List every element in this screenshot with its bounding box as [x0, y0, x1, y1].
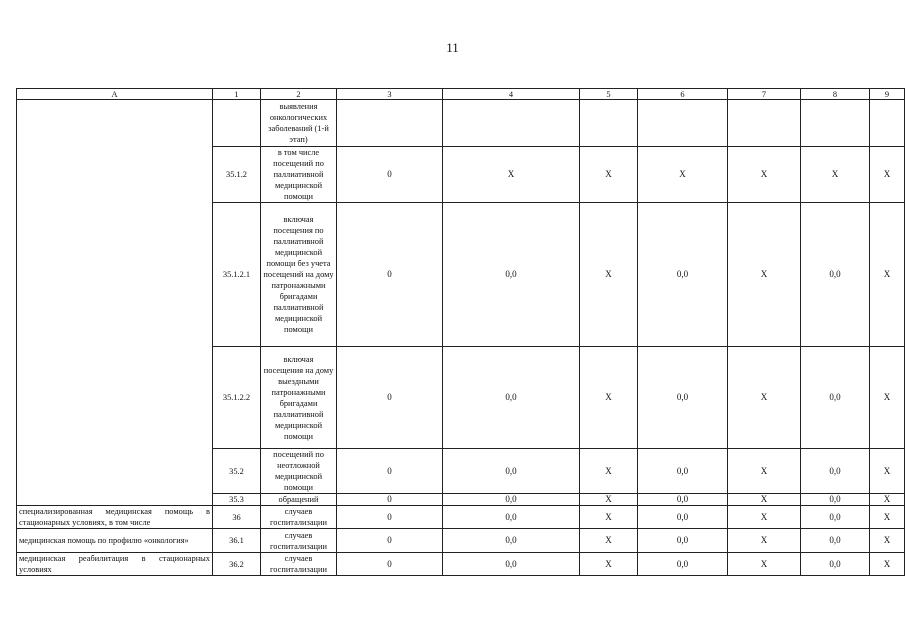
header-cell-2: 2 — [261, 89, 337, 100]
header-cell-6: 6 — [638, 89, 728, 100]
value-cell-8: X — [801, 147, 870, 203]
value-cell-3: 0 — [337, 494, 443, 506]
value-cell-9: X — [870, 203, 905, 347]
row-label-cell — [17, 100, 213, 506]
row-label: медицинская помощь по профилю «онкология» — [19, 536, 189, 545]
header-cell-3: 3 — [337, 89, 443, 100]
row-name: обращений — [261, 494, 337, 506]
value-cell-4: 0,0 — [443, 347, 580, 449]
value-cell-5: X — [580, 147, 638, 203]
value-cell-5: X — [580, 347, 638, 449]
row-name: выявления онкологических заболеваний (1-й этап) — [261, 100, 337, 147]
value-cell-7: X — [728, 449, 801, 494]
value-cell-3 — [337, 100, 443, 147]
header-cell-9: 9 — [870, 89, 905, 100]
value-cell-9: X — [870, 529, 905, 553]
value-cell-6: 0,0 — [638, 347, 728, 449]
page-number: 11 — [446, 40, 459, 55]
value-cell-4: 0,0 — [443, 494, 580, 506]
value-cell-7: X — [728, 529, 801, 553]
value-cell-6: 0,0 — [638, 449, 728, 494]
value-cell-3: 0 — [337, 449, 443, 494]
row-label-cell — [17, 529, 213, 553]
row-code: 35.3 — [213, 494, 261, 506]
value-cell-9: X — [870, 147, 905, 203]
value-cell-6: X — [638, 147, 728, 203]
value-cell-8: 0,0 — [801, 347, 870, 449]
row-name: случаев госпитализации — [261, 553, 337, 576]
value-cell-5: X — [580, 506, 638, 529]
value-cell-3: 0 — [337, 347, 443, 449]
value-cell-8: 0,0 — [801, 449, 870, 494]
row-code: 36 — [213, 506, 261, 529]
value-cell-5: X — [580, 553, 638, 576]
value-cell-6: 0,0 — [638, 506, 728, 529]
value-cell-5 — [580, 100, 638, 147]
header-cell-8: 8 — [801, 89, 870, 100]
value-cell-7: X — [728, 147, 801, 203]
value-cell-7: X — [728, 553, 801, 576]
value-cell-6: 0,0 — [638, 203, 728, 347]
value-cell-6: 0,0 — [638, 529, 728, 553]
row-name: в том числе посещений по паллиативной медицинской помощи — [261, 147, 337, 203]
header-cell-7: 7 — [728, 89, 801, 100]
row-name: включая посещения на дому выездными патронажными бригадами паллиативной медицинской помощи — [261, 347, 337, 449]
value-cell-8: 0,0 — [801, 506, 870, 529]
row-code: 35.1.2 — [213, 147, 261, 203]
value-cell-9: X — [870, 494, 905, 506]
header-cell-1: 1 — [213, 89, 261, 100]
value-cell-5: X — [580, 449, 638, 494]
row-name: случаев госпитализации — [261, 506, 337, 529]
row-label-cell — [17, 506, 213, 529]
header-cell-a: А — [17, 89, 213, 100]
value-cell-9: X — [870, 506, 905, 529]
value-cell-9: X — [870, 347, 905, 449]
value-cell-5: X — [580, 529, 638, 553]
header-row — [17, 89, 905, 100]
value-cell-9: X — [870, 449, 905, 494]
value-cell-7 — [728, 100, 801, 147]
value-cell-4 — [443, 100, 580, 147]
row-label-cell — [17, 553, 213, 576]
table-row — [17, 553, 905, 576]
table-row — [17, 506, 905, 529]
value-cell-8: 0,0 — [801, 529, 870, 553]
value-cell-4: 0,0 — [443, 506, 580, 529]
value-cell-8: 0,0 — [801, 494, 870, 506]
value-cell-4: X — [443, 147, 580, 203]
value-cell-7: X — [728, 347, 801, 449]
row-code: 36.2 — [213, 553, 261, 576]
header-cell-5: 5 — [580, 89, 638, 100]
value-cell-8: 0,0 — [801, 553, 870, 576]
value-cell-5: X — [580, 494, 638, 506]
value-cell-7: X — [728, 203, 801, 347]
value-cell-5: X — [580, 203, 638, 347]
value-cell-3: 0 — [337, 506, 443, 529]
row-code: 35.2 — [213, 449, 261, 494]
data-table — [16, 88, 905, 576]
row-label: медицинская реабилитация в стационарных условиях — [19, 554, 210, 574]
value-cell-7: X — [728, 494, 801, 506]
value-cell-3: 0 — [337, 147, 443, 203]
value-cell-6: 0,0 — [638, 553, 728, 576]
value-cell-4: 0,0 — [443, 203, 580, 347]
value-cell-6: 0,0 — [638, 494, 728, 506]
value-cell-9: X — [870, 553, 905, 576]
header-cell-4: 4 — [443, 89, 580, 100]
value-cell-3: 0 — [337, 553, 443, 576]
row-name: включая посещения по паллиативной медицинской помощи без учета посещений на дому патронажными бригадами паллиативной медицинской помощи — [261, 203, 337, 347]
row-code: 35.1.2.1 — [213, 203, 261, 347]
row-name: случаев госпитализации — [261, 529, 337, 553]
value-cell-4: 0,0 — [443, 529, 580, 553]
value-cell-3: 0 — [337, 529, 443, 553]
row-name: посещений по неотложной медицинской помощи — [261, 449, 337, 494]
row-label: специализированная медицинская помощь в стационарных условиях, в том числе — [19, 507, 210, 527]
value-cell-9 — [870, 100, 905, 147]
table-row — [17, 529, 905, 553]
table-row — [17, 100, 905, 147]
value-cell-7: X — [728, 506, 801, 529]
value-cell-6 — [638, 100, 728, 147]
value-cell-8: 0,0 — [801, 203, 870, 347]
value-cell-8 — [801, 100, 870, 147]
value-cell-4: 0,0 — [443, 449, 580, 494]
row-code: 36.1 — [213, 529, 261, 553]
value-cell-4: 0,0 — [443, 553, 580, 576]
value-cell-3: 0 — [337, 203, 443, 347]
row-code — [213, 100, 261, 147]
row-code: 35.1.2.2 — [213, 347, 261, 449]
